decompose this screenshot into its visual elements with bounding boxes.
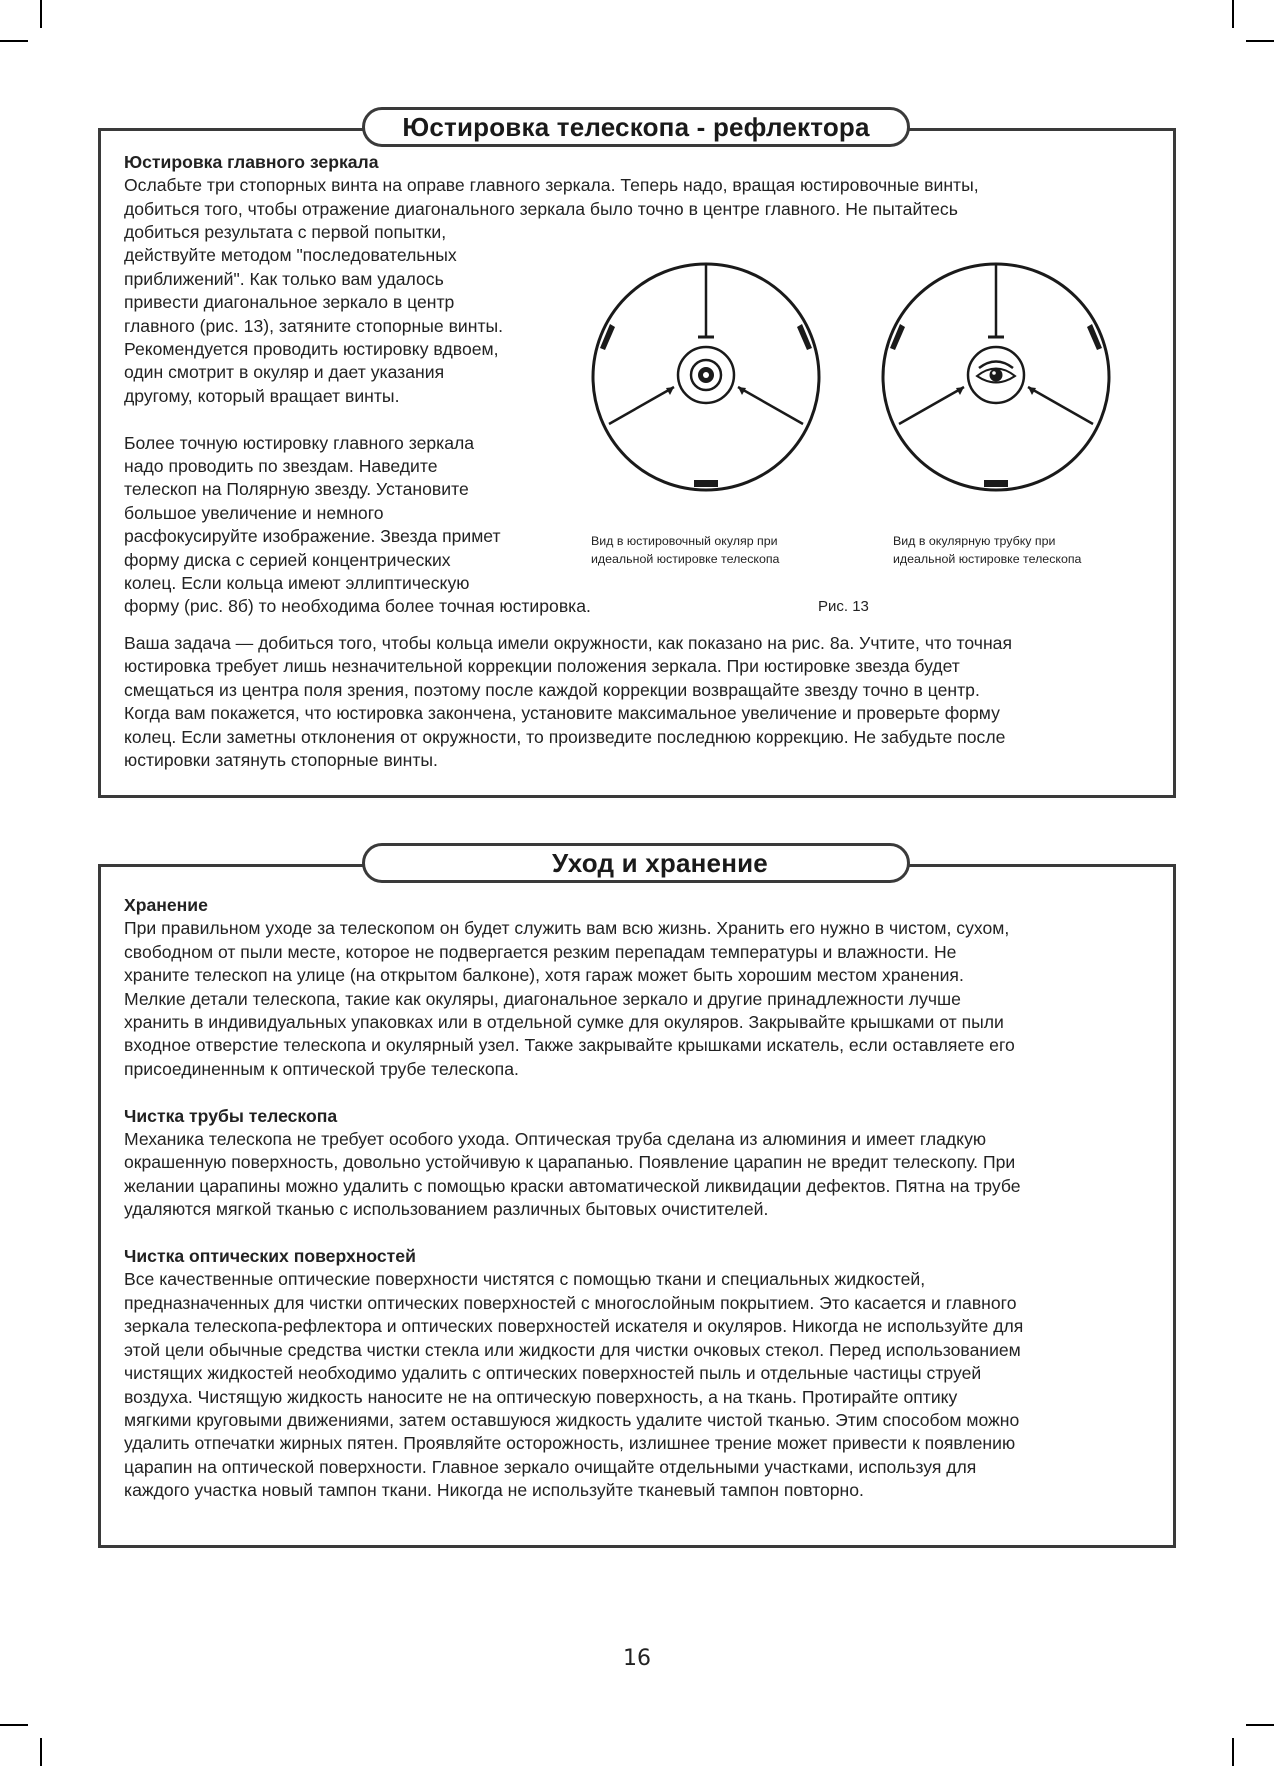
text-line: действуйте методом "последовательных bbox=[124, 245, 457, 266]
text-line: предназначенных для чистки оптических поверхностей с многослойным покрытием. Это касается и главного bbox=[124, 1292, 1017, 1313]
text-line: чистящих жидкостей необходимо удалить с оптических поверхностей пыль и отдельные частицы струей bbox=[124, 1363, 982, 1384]
eyepiece-tube-view bbox=[876, 257, 1116, 497]
storage-heading: Хранение bbox=[124, 895, 208, 915]
crop-mark bbox=[1246, 1724, 1274, 1726]
text-line: расфокусируйте изображение. Звезда примет bbox=[124, 526, 501, 547]
text-line: Когда вам покажется, что юстировка закончена, установите максимальное увеличение и проверьте форму bbox=[124, 703, 1000, 724]
care-storage-section-title: Уход и хранение bbox=[362, 843, 910, 883]
text-line: удалить отпечатки жирных пятен. Проявляйте осторожность, излишнее трение может привести к появлению bbox=[124, 1433, 1016, 1454]
text-line: При правильном уходе за телескопом он будет служить вам всю жизнь. Хранить его нужно в чистом, сухом, bbox=[124, 918, 1010, 939]
text-line: смещаться из центра поля зрения, поэтому после каждой коррекции возвращайте звезду точно в центр. bbox=[124, 679, 980, 700]
text-line: мягкими круговыми движениями, затем оставшуюся жидкость удалите чистой тканью. Этим способом можно bbox=[124, 1409, 1020, 1430]
text-line: присоединенным к оптической трубе телескопа. bbox=[124, 1058, 519, 1079]
text-line: хранить в индивидуальных упаковках или в отдельной сумке для окуляров. Закрывайте крышками от пыли bbox=[124, 1012, 1004, 1033]
text-line: форму диска с серией концентрических bbox=[124, 549, 451, 570]
optics-cleaning-heading: Чистка оптических поверхностей bbox=[124, 1246, 416, 1267]
text-line: Более точную юстировку главного зеркала bbox=[124, 432, 475, 453]
caption-line: Вид в юстировочный окуляр при bbox=[591, 534, 778, 548]
tube-cleaning-heading: Чистка трубы телескопа bbox=[124, 1105, 338, 1126]
text-line: Механика телескопа не требует особого ухода. Оптическая труба сделана из алюминия и имеет гладкую bbox=[124, 1129, 987, 1150]
caption-line: Вид в окулярную трубку при bbox=[893, 534, 1056, 548]
text-line: привести диагональное зеркало в центр bbox=[124, 292, 455, 313]
text-line: колец. Если кольца имеют эллиптическую bbox=[124, 573, 470, 594]
collimation-heading: Юстировка главного зеркала bbox=[124, 152, 379, 172]
text-line: колец. Если заметны отклонения от окружности, то произведите последнюю коррекцию. Не забудьте после bbox=[124, 726, 1006, 747]
text-line: Рекомендуется проводить юстировку вдвоем, bbox=[124, 339, 499, 360]
crosshair-target-icon bbox=[678, 347, 734, 403]
text-line: юстировка требует лишь незначительной коррекции положения зеркала. При юстировке звезда будет bbox=[124, 656, 960, 677]
text-line: надо проводить по звездам. Наведите bbox=[124, 456, 438, 477]
text-line: свободном от пыли месте, которое не подвергается резким перепадам температуры и влажности. Не bbox=[124, 941, 957, 962]
text-line: желании царапины можно удалить с помощью краски автоматической ликвидации дефектов. Пятна на трубе bbox=[124, 1175, 1021, 1196]
crop-mark bbox=[0, 1724, 28, 1726]
text-line: юстировки затянуть стопорные винты. bbox=[124, 750, 438, 771]
text-line: большое увеличение и немного bbox=[124, 502, 384, 523]
text-line: главного (рис. 13), затяните стопорные винты. bbox=[124, 315, 504, 336]
collimation-text-top bbox=[124, 151, 1154, 221]
text-line: добиться результата с первой попытки, bbox=[124, 222, 447, 242]
care-storage-text bbox=[124, 894, 1164, 1503]
text-line: этой цели обычные средства чистки стекла или жидкости для чистки очковых стекол. Перед использованием bbox=[124, 1339, 1021, 1360]
page-number: 16 bbox=[623, 1646, 651, 1671]
text-line: Все качественные оптические поверхности чистятся с помощью ткани и специальных жидкостей, bbox=[124, 1269, 926, 1290]
figure-caption-left bbox=[591, 532, 779, 568]
text-line: удаляются мягкой тканью с использованием различных бытовых очистителей. bbox=[124, 1199, 769, 1220]
text-line: форму (рис. 8б) то необходима более точная юстировка. bbox=[124, 596, 591, 617]
crop-mark bbox=[1246, 40, 1274, 42]
text-line: царапин на оптической поверхности. Главное зеркало очищайте отдельными участками, используя для bbox=[124, 1456, 977, 1477]
crop-mark bbox=[40, 0, 42, 28]
collimation-text-bottom bbox=[124, 632, 1164, 772]
text-line: Ослабьте три стопорных винта на оправе главного зеркала. Теперь надо, вращая юстировочные винты, bbox=[124, 175, 979, 196]
figure-label: Рис. 13 bbox=[818, 598, 869, 615]
figure-caption-right bbox=[893, 532, 1081, 568]
collimation-section-title: Юстировка телескопа - рефлектора bbox=[362, 107, 910, 147]
crop-mark bbox=[0, 40, 28, 42]
text-line: зеркала телескопа-рефлектора и оптических поверхностей искателя и окуляров. Никогда не используйте для bbox=[124, 1316, 1024, 1337]
crop-mark bbox=[1232, 1738, 1234, 1766]
text-line: другому, который вращает винты. bbox=[124, 385, 400, 406]
text-line: добиться того, чтобы отражение диагонального зеркала было точно в центре главного. Не пытайтесь bbox=[124, 198, 958, 219]
text-line: храните телескоп на улице (на открытом балконе), хотя гараж может быть хорошим местом хранения. bbox=[124, 965, 964, 986]
text-line: телескоп на Полярную звезду. Установите bbox=[124, 479, 469, 500]
text-line: один смотрит в окуляр и дает указания bbox=[124, 362, 445, 383]
text-line: Ваша задача — добиться того, чтобы кольца имели окружности, как показано на рис. 8а. Учтите, что точная bbox=[124, 633, 1012, 653]
text-line: воздуха. Чистящую жидкость наносите не на оптическую поверхность, а на ткань. Протирайте оптику bbox=[124, 1386, 958, 1407]
text-line: каждого участка новый тампон ткани. Никогда не используйте тканевый тампон повторно. bbox=[124, 1480, 864, 1501]
caption-line: идеальной юстировке телескопа bbox=[591, 552, 780, 566]
eye-icon bbox=[968, 347, 1024, 403]
text-line: входное отверстие телескопа и окулярный узел. Также закрывайте крышками искатель, если оставляете его bbox=[124, 1035, 1015, 1056]
collimation-eyepiece-view bbox=[586, 257, 826, 497]
crop-mark bbox=[40, 1738, 42, 1766]
text-line: окрашенную поверхность, довольно устойчивую к царапанью. Появление царапин не вредит телескопу. При bbox=[124, 1152, 1016, 1173]
caption-line: идеальной юстировке телескопа bbox=[893, 552, 1082, 566]
text-line: Мелкие детали телескопа, такие как окуляры, диагональное зеркало и другие принадлежности лучше bbox=[124, 988, 961, 1009]
text-line: приближений". Как только вам удалось bbox=[124, 268, 444, 289]
crop-mark bbox=[1232, 0, 1234, 28]
